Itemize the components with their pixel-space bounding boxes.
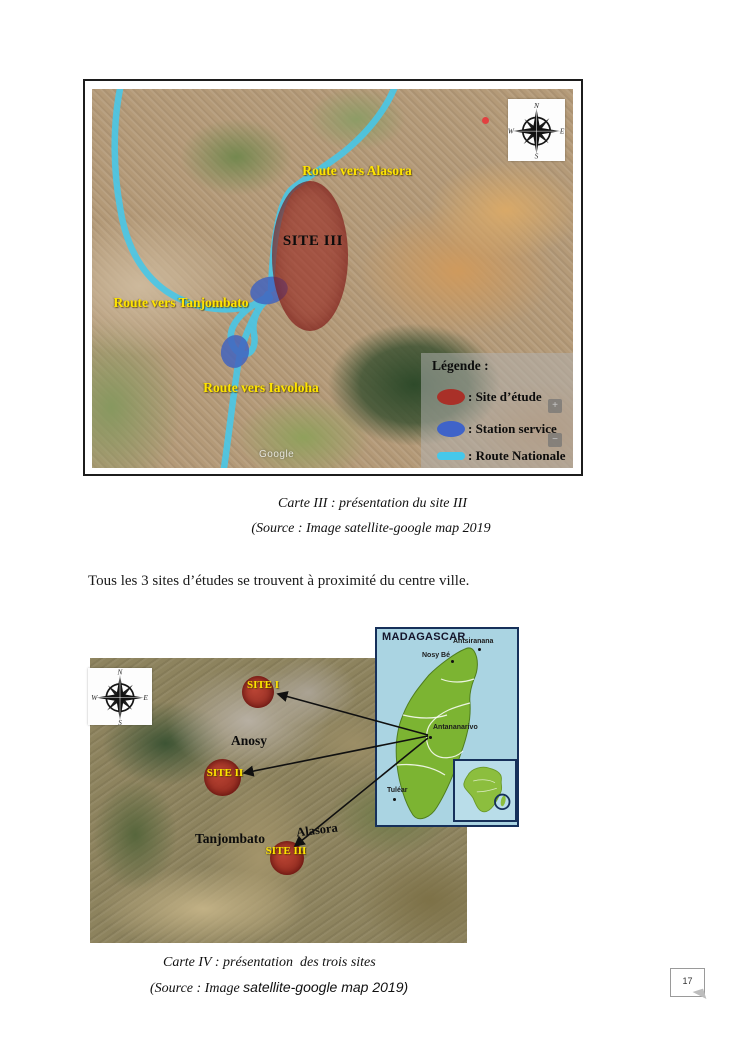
label-route-vers-alasora: Route vers Alasora [302, 163, 412, 178]
legend-item-label: : Site d’étude [468, 389, 542, 404]
legend-item-route [421, 445, 573, 467]
station-service-swatch-icon [437, 421, 465, 437]
label-site-2: SITE II [206, 767, 244, 779]
inset-title: MADAGASCAR [382, 631, 466, 643]
compass-star-icon [88, 668, 152, 725]
figure-3-caption-title: Carte III : présentation du site III [278, 496, 467, 511]
label-anosy: Anosy [230, 733, 268, 748]
route-nationale-swatch-icon [437, 452, 465, 460]
map-legend [421, 353, 573, 468]
satellite-map-site-3 [92, 89, 573, 468]
nosy-be-dot [451, 660, 454, 663]
figure-3-caption-source: (Source : Image satellite-google map 2019 [251, 521, 491, 536]
svg-text:S: S [118, 718, 122, 725]
page-number-badge: 17 [670, 968, 705, 997]
svg-text:N: N [117, 668, 123, 677]
svg-text:N: N [534, 100, 539, 110]
body-paragraph: Tous les 3 sites d’études se trouvent à proximité du centre ville. [88, 573, 470, 589]
site-3-study-area [272, 181, 348, 331]
africa-continent-icon [455, 761, 515, 820]
svg-text:E: E [559, 126, 565, 136]
madagascar-inset-map [375, 627, 519, 827]
label-nosy-be: Nosy Bé [422, 652, 451, 659]
legend-item-station [421, 418, 573, 440]
compass-rose-icon [88, 668, 152, 725]
label-site-1: SITE I [246, 679, 280, 691]
figure-carte-3-frame [83, 79, 583, 476]
label-site-3: SITE III [282, 233, 344, 249]
red-poi-dot [482, 117, 489, 124]
svg-text:W: W [91, 692, 98, 702]
legend-item-label: : Route Nationale [468, 448, 566, 463]
figure-4-caption-title: Carte IV : présentation des trois sites [163, 955, 376, 970]
caption-source-serif: (Source : Image [150, 981, 244, 996]
label-tulear: Tuléar [387, 787, 408, 794]
compass-star-icon [508, 99, 565, 161]
label-tanjombato: Tanjombato [194, 831, 266, 846]
compass-rose-icon [508, 99, 565, 161]
figure-4-caption-source [150, 979, 408, 997]
label-route-vers-tanjombato: Route vers Tanjombato [113, 295, 249, 310]
tulear-dot [393, 798, 396, 801]
legend-title: Légende : [432, 358, 489, 373]
antananarivo-dot [429, 736, 432, 739]
label-alasora: Alasora [295, 820, 339, 840]
figure-carte-4 [88, 620, 525, 945]
label-route-vers-iavoloha: Route vers Iavoloha [203, 380, 319, 395]
google-watermark: Google [259, 449, 295, 460]
label-antananarivo: Antananarivo [433, 724, 478, 731]
label-site-3: SITE III [265, 845, 307, 857]
svg-text:W: W [508, 126, 514, 136]
svg-text:S: S [534, 151, 539, 161]
caption-source-sans: satellite-google map 2019) [243, 979, 409, 995]
antsiranana-dot [478, 648, 481, 651]
legend-item-site [421, 386, 573, 408]
legend-item-label: : Station service [468, 421, 557, 436]
label-antsiranana: Antsiranana [453, 638, 494, 645]
site-etude-swatch-icon [437, 389, 465, 405]
svg-text:E: E [143, 692, 148, 702]
africa-inset-map [453, 759, 517, 822]
